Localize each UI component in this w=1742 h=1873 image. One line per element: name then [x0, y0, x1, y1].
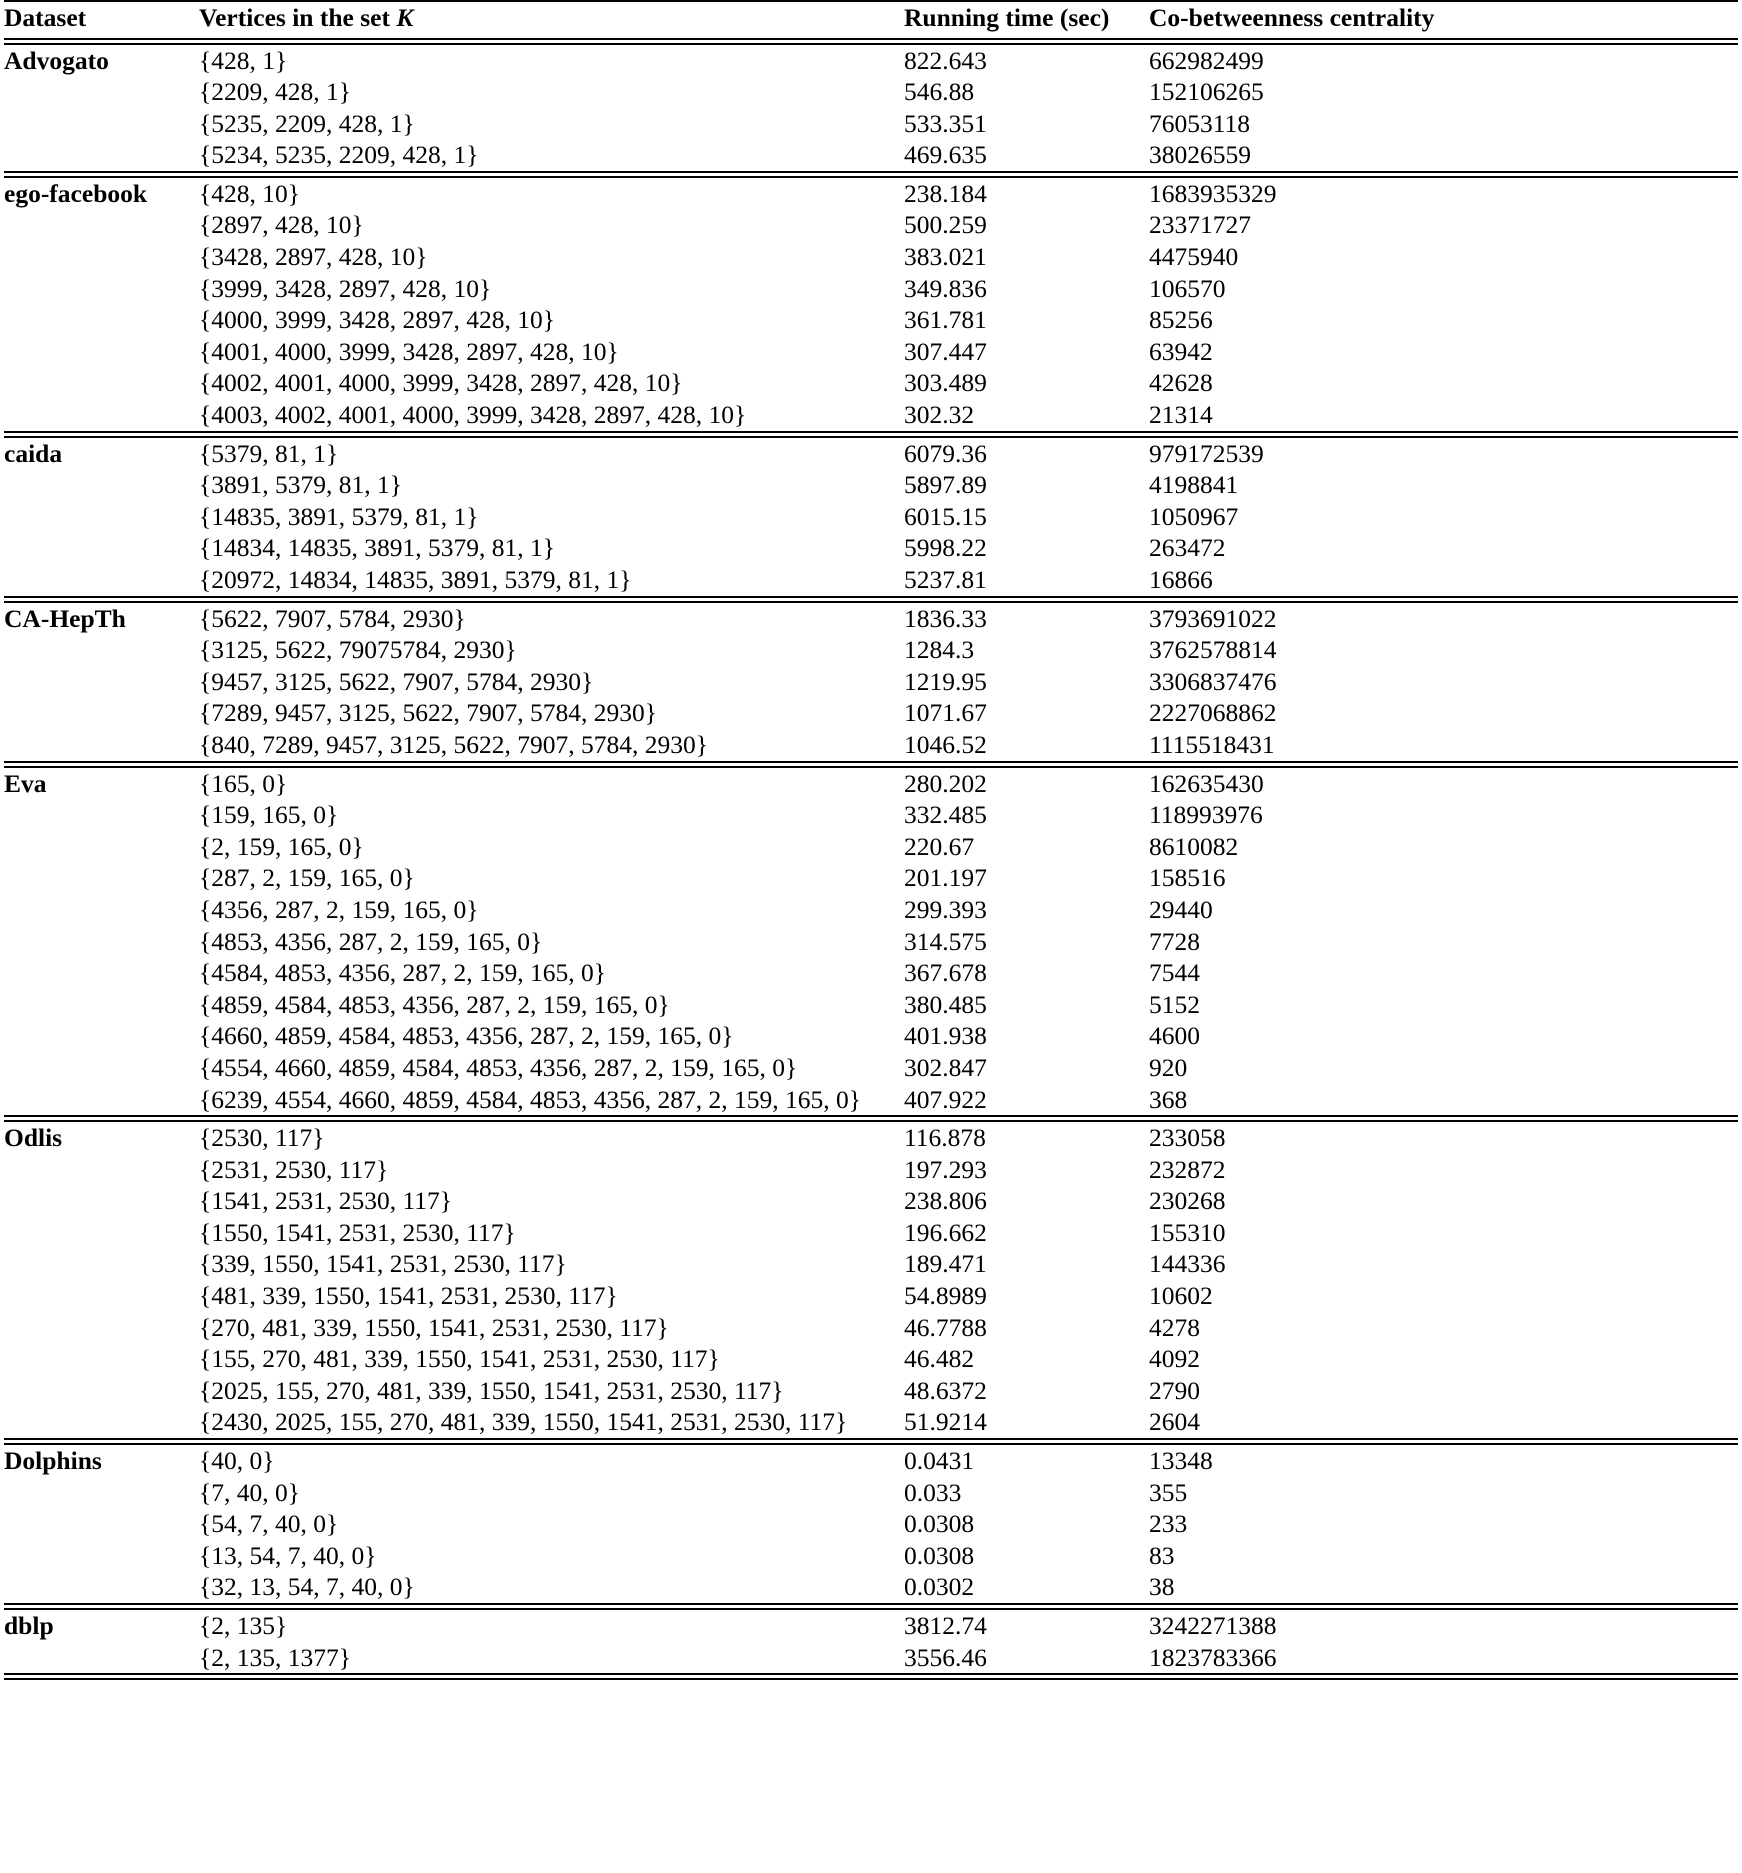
table-row: [4, 697, 1738, 729]
dataset-name-cell-empty: [4, 501, 199, 533]
dataset-name-cell-empty: [4, 1217, 199, 1249]
cobetweenness-centrality-cell: 10602: [1149, 1281, 1213, 1311]
column-header-dataset: Dataset: [4, 1, 199, 38]
cobetweenness-centrality-cell: 63942: [1149, 336, 1213, 366]
vertices-set-cell: {32, 13, 54, 7, 40, 0}: [199, 1572, 415, 1602]
double-rule: [4, 431, 1738, 438]
cobetweenness-centrality-cell: 85256: [1149, 305, 1213, 335]
table-row: [4, 1020, 1738, 1052]
vertices-set-cell: {2531, 2530, 117}: [199, 1154, 389, 1184]
double-rule: [4, 1115, 1738, 1122]
cobetweenness-centrality-cell: 38: [1149, 1572, 1175, 1602]
running-time-cell: 5998.22: [904, 533, 987, 563]
table-row: [4, 304, 1738, 336]
cobetweenness-centrality-cell: 4092: [1149, 1344, 1200, 1374]
running-time-cell: 189.471: [904, 1249, 987, 1279]
cobetweenness-centrality-cell: 3762578814: [1149, 635, 1277, 665]
vertices-set-cell: {3999, 3428, 2897, 428, 10}: [199, 273, 492, 303]
cobetweenness-centrality-cell: 16866: [1149, 565, 1213, 594]
table-row: [4, 1540, 1738, 1572]
double-rule: [4, 38, 1738, 45]
cobetweenness-centrality-cell: 3306837476: [1149, 666, 1277, 696]
vertices-set-cell: {270, 481, 339, 1550, 1541, 2531, 2530, 117}: [199, 1312, 669, 1342]
table-row: [4, 108, 1738, 140]
cobetweenness-centrality-cell: 42628: [1149, 368, 1213, 398]
table-row: [4, 926, 1738, 958]
dataset-name-cell-empty: [4, 697, 199, 729]
dataset-name-cell-empty: [4, 957, 199, 989]
column-header-vertices-text: Vertices in the set: [199, 3, 397, 32]
running-time-cell: 380.485: [904, 989, 987, 1019]
vertices-set-cell: {4859, 4584, 4853, 4356, 287, 2, 159, 165, 0}: [199, 989, 670, 1019]
vertices-set-cell: {5379, 81, 1}: [199, 438, 339, 468]
running-time-cell: 0.0308: [904, 1509, 975, 1539]
table-row: [4, 1154, 1738, 1186]
table-row: [4, 1312, 1738, 1344]
cobetweenness-centrality-cell: 76053118: [1149, 108, 1251, 138]
table-row: [4, 1477, 1738, 1509]
vertices-set-cell: {7, 40, 0}: [199, 1477, 300, 1507]
double-rule: [4, 1603, 1738, 1610]
dataset-name-cell-empty: [4, 304, 199, 336]
vertices-set-cell: {1541, 2531, 2530, 117}: [199, 1186, 453, 1216]
dataset-name-cell-empty: [4, 831, 199, 863]
dataset-name-cell-empty: [4, 1571, 199, 1603]
dataset-name-cell-empty: [4, 108, 199, 140]
dataset-name-cell-empty: [4, 1642, 199, 1674]
dataset-name-cell-empty: [4, 1477, 199, 1509]
double-rule: [4, 171, 1738, 178]
vertices-set-cell: {5622, 7907, 5784, 2930}: [199, 603, 466, 633]
cobetweenness-centrality-cell: 920: [1149, 1052, 1188, 1082]
table-row: [4, 989, 1738, 1021]
cobetweenness-centrality-cell: 29440: [1149, 894, 1213, 924]
vertices-set-cell: {339, 1550, 1541, 2531, 2530, 117}: [199, 1249, 567, 1279]
cobetweenness-centrality-cell: 1683935329: [1149, 178, 1277, 208]
table-row: [4, 1610, 1738, 1642]
table-header: [4, 1, 1738, 45]
running-time-cell: 367.678: [904, 958, 987, 988]
column-header-cobetweenness: Co-betweenness centrality: [1149, 1, 1738, 38]
cobetweenness-centrality-cell: 2604: [1149, 1407, 1200, 1437]
dataset-name-cell-empty: [4, 1280, 199, 1312]
dataset-name-cell-empty: [4, 564, 199, 596]
table-row: [4, 1445, 1738, 1477]
vertices-set-cell: {4000, 3999, 3428, 2897, 428, 10}: [199, 305, 555, 335]
running-time-cell: 46.482: [904, 1344, 975, 1374]
vertices-set-cell: {5235, 2209, 428, 1}: [199, 108, 415, 138]
table-row: [4, 1508, 1738, 1540]
dataset-name-cell-empty: [4, 76, 199, 108]
cobetweenness-centrality-cell: 2227068862: [1149, 698, 1277, 728]
table-row: [4, 729, 1738, 761]
table-row: [4, 1642, 1738, 1674]
table-row: [4, 273, 1738, 305]
cobetweenness-centrality-cell: 158516: [1149, 863, 1226, 893]
vertices-set-cell: {4356, 287, 2, 159, 165, 0}: [199, 894, 479, 924]
vertices-set-cell: {2530, 117}: [199, 1123, 325, 1153]
cobetweenness-centrality-cell: 4600: [1149, 1021, 1200, 1051]
cobetweenness-centrality-cell: 3242271388: [1149, 1611, 1277, 1640]
table-row: [4, 957, 1738, 989]
dataset-name-cell-empty: [4, 336, 199, 368]
running-time-cell: 407.922: [904, 1084, 987, 1114]
running-time-cell: 46.7788: [904, 1312, 987, 1342]
dataset-name-cell: ego-facebook: [4, 178, 148, 208]
table-row: [4, 438, 1738, 470]
vertices-set-cell: {14835, 3891, 5379, 81, 1}: [199, 501, 479, 531]
cobetweenness-centrality-cell: 118993976: [1149, 800, 1263, 830]
running-time-cell: 48.6372: [904, 1375, 987, 1405]
dataset-name-cell-empty: [4, 666, 199, 698]
dataset-name-cell-empty: [4, 862, 199, 894]
table-row: [4, 1280, 1738, 1312]
table-row: [4, 634, 1738, 666]
double-rule: [4, 1673, 1738, 1680]
vertices-set-cell: {428, 1}: [199, 45, 288, 75]
running-time-cell: 1219.95: [904, 666, 987, 696]
running-time-cell: 238.184: [904, 178, 987, 208]
table-row: [4, 1052, 1738, 1084]
table-row: [4, 241, 1738, 273]
vertices-set-cell: {5234, 5235, 2209, 428, 1}: [199, 140, 479, 170]
cobetweenness-centrality-cell: 38026559: [1149, 140, 1251, 170]
cobetweenness-centrality-cell: 1115518431: [1149, 729, 1275, 759]
double-rule: [4, 761, 1738, 768]
dataset-name-cell-empty: [4, 1084, 199, 1116]
dataset-name-cell-empty: [4, 926, 199, 958]
vertices-set-cell: {165, 0}: [199, 768, 288, 798]
table-row: [4, 1122, 1738, 1154]
table-row: [4, 1185, 1738, 1217]
cobetweenness-centrality-cell: 4198841: [1149, 470, 1239, 500]
cobetweenness-centrality-cell: 7728: [1149, 926, 1200, 956]
running-time-cell: 280.202: [904, 768, 987, 798]
running-time-cell: 546.88: [904, 77, 975, 107]
vertices-set-cell: {2, 135}: [199, 1611, 288, 1640]
vertices-set-cell: {2430, 2025, 155, 270, 481, 339, 1550, 1541, 2531, 2530, 117}: [199, 1407, 848, 1437]
vertices-set-cell: {428, 10}: [199, 178, 300, 208]
table-row: [4, 862, 1738, 894]
running-time-cell: 533.351: [904, 108, 987, 138]
table-row: [4, 367, 1738, 399]
vertices-set-cell: {287, 2, 159, 165, 0}: [199, 863, 415, 893]
running-time-cell: 349.836: [904, 273, 987, 303]
vertices-set-cell: {4001, 4000, 3999, 3428, 2897, 428, 10}: [199, 336, 619, 366]
group-separator-rule: [4, 1438, 1738, 1445]
vertices-set-cell: {2209, 428, 1}: [199, 77, 351, 107]
cobetweenness-centrality-cell: 230268: [1149, 1186, 1226, 1216]
co-betweenness-results-table: [4, 0, 1738, 1680]
table-row: [4, 1084, 1738, 1116]
dataset-name-cell: Dolphins: [4, 1446, 102, 1476]
table-row: [4, 209, 1738, 241]
table-row: [4, 1248, 1738, 1280]
table-header-row: [4, 1, 1738, 38]
dataset-name-cell: Advogato: [4, 45, 109, 75]
vertices-set-cell: {2897, 428, 10}: [199, 210, 364, 240]
dataset-name-cell-empty: [4, 209, 199, 241]
running-time-cell: 3556.46: [904, 1642, 987, 1672]
cobetweenness-centrality-cell: 263472: [1149, 533, 1226, 563]
vertices-set-cell: {54, 7, 40, 0}: [199, 1509, 339, 1539]
bottom-double-rule: [4, 1673, 1738, 1680]
vertices-set-cell: {2, 135, 1377}: [199, 1642, 351, 1672]
table-row: [4, 178, 1738, 210]
dataset-name-cell-empty: [4, 989, 199, 1021]
vertices-set-cell: {20972, 14834, 14835, 3891, 5379, 81, 1}: [199, 565, 632, 594]
running-time-cell: 116.878: [904, 1123, 986, 1153]
dataset-name-cell: dblp: [4, 1611, 54, 1640]
running-time-cell: 220.67: [904, 831, 975, 861]
vertices-set-cell: {3125, 5622, 79075784, 2930}: [199, 635, 517, 665]
vertices-set-cell: {4660, 4859, 4584, 4853, 4356, 287, 2, 159, 165, 0}: [199, 1021, 734, 1051]
dataset-name-cell-empty: [4, 1154, 199, 1186]
cobetweenness-centrality-cell: 662982499: [1149, 45, 1264, 75]
dataset-name-cell-empty: [4, 729, 199, 761]
group-separator-rule: [4, 171, 1738, 178]
running-time-cell: 469.635: [904, 140, 987, 170]
group-separator-rule: [4, 596, 1738, 603]
table-row: [4, 1375, 1738, 1407]
running-time-cell: 5237.81: [904, 565, 987, 594]
cobetweenness-centrality-cell: 106570: [1149, 273, 1226, 303]
cobetweenness-centrality-cell: 233: [1149, 1509, 1188, 1539]
group-separator-rule: [4, 761, 1738, 768]
table-row: [4, 1217, 1738, 1249]
dataset-name-cell: caida: [4, 438, 63, 468]
vertices-set-cell: {13, 54, 7, 40, 0}: [199, 1540, 377, 1570]
cobetweenness-centrality-cell: 144336: [1149, 1249, 1226, 1279]
vertices-set-cell: {14834, 14835, 3891, 5379, 81, 1}: [199, 533, 555, 563]
running-time-cell: 822.643: [904, 45, 987, 75]
cobetweenness-centrality-cell: 979172539: [1149, 438, 1264, 468]
vertices-set-cell: {4584, 4853, 4356, 287, 2, 159, 165, 0}: [199, 958, 606, 988]
vertices-set-cell: {3891, 5379, 81, 1}: [199, 470, 402, 500]
cobetweenness-centrality-cell: 233058: [1149, 1123, 1226, 1153]
vertices-set-cell: {3428, 2897, 428, 10}: [199, 242, 428, 272]
running-time-cell: 500.259: [904, 210, 987, 240]
table-row: [4, 76, 1738, 108]
running-time-cell: 54.8989: [904, 1281, 987, 1311]
table-row: [4, 768, 1738, 800]
column-header-vertices: [199, 1, 904, 38]
dataset-name-cell-empty: [4, 1185, 199, 1217]
running-time-cell: 302.32: [904, 400, 975, 430]
cobetweenness-centrality-cell: 5152: [1149, 989, 1200, 1019]
vertices-set-cell: {9457, 3125, 5622, 7907, 5784, 2930}: [199, 666, 594, 696]
group-separator-rule: [4, 1603, 1738, 1610]
running-time-cell: 0.033: [904, 1477, 962, 1507]
dataset-name-cell-empty: [4, 1540, 199, 1572]
double-rule: [4, 1438, 1738, 1445]
table-row: [4, 501, 1738, 533]
table-row: [4, 336, 1738, 368]
vertices-set-cell: {4554, 4660, 4859, 4584, 4853, 4356, 287, 2, 159, 165, 0}: [199, 1052, 798, 1082]
running-time-cell: 51.9214: [904, 1407, 987, 1437]
running-time-cell: 196.662: [904, 1217, 987, 1247]
running-time-cell: 299.393: [904, 894, 987, 924]
table-row: [4, 399, 1738, 431]
cobetweenness-centrality-cell: 8610082: [1149, 831, 1239, 861]
running-time-cell: 401.938: [904, 1021, 987, 1051]
running-time-cell: 361.781: [904, 305, 987, 335]
dataset-name-cell-empty: [4, 634, 199, 666]
cobetweenness-centrality-cell: 1050967: [1149, 501, 1239, 531]
running-time-cell: 197.293: [904, 1154, 987, 1184]
running-time-cell: 302.847: [904, 1052, 987, 1082]
group-separator-rule: [4, 1115, 1738, 1122]
dataset-name-cell-empty: [4, 1020, 199, 1052]
dataset-name-cell: Eva: [4, 768, 47, 798]
cobetweenness-centrality-cell: 23371727: [1149, 210, 1251, 240]
cobetweenness-centrality-cell: 232872: [1149, 1154, 1226, 1184]
running-time-cell: 0.0302: [904, 1572, 975, 1602]
cobetweenness-centrality-cell: 4278: [1149, 1312, 1200, 1342]
dataset-name-cell-empty: [4, 139, 199, 171]
dataset-name-cell-empty: [4, 799, 199, 831]
table-row: [4, 564, 1738, 596]
column-header-running-time: Running time (sec): [904, 1, 1149, 38]
running-time-cell: 314.575: [904, 926, 987, 956]
table-row: [4, 532, 1738, 564]
vertices-set-cell: {2, 159, 165, 0}: [199, 831, 364, 861]
table-row: [4, 139, 1738, 171]
running-time-cell: 5897.89: [904, 470, 987, 500]
group-separator-rule: [4, 431, 1738, 438]
running-time-cell: 1284.3: [904, 635, 975, 665]
dataset-name-cell-empty: [4, 1248, 199, 1280]
table-row: [4, 603, 1738, 635]
table-body: [4, 45, 1738, 1674]
dataset-name-cell-empty: [4, 1406, 199, 1438]
running-time-cell: 307.447: [904, 336, 987, 366]
running-time-cell: 332.485: [904, 800, 987, 830]
cobetweenness-centrality-cell: 13348: [1149, 1446, 1213, 1476]
running-time-cell: 0.0431: [904, 1446, 975, 1476]
dataset-name-cell-empty: [4, 1508, 199, 1540]
vertices-set-cell: {4002, 4001, 4000, 3999, 3428, 2897, 428, 10}: [199, 368, 683, 398]
table-row: [4, 45, 1738, 77]
running-time-cell: 1046.52: [904, 729, 987, 759]
vertices-set-cell: {159, 165, 0}: [199, 800, 339, 830]
vertices-set-cell: {4003, 4002, 4001, 4000, 3999, 3428, 2897, 428, 10}: [199, 400, 747, 430]
table-row: [4, 1343, 1738, 1375]
dataset-name-cell-empty: [4, 469, 199, 501]
cobetweenness-centrality-cell: 4475940: [1149, 242, 1239, 272]
vertices-set-cell: {4853, 4356, 287, 2, 159, 165, 0}: [199, 926, 543, 956]
double-rule: [4, 596, 1738, 603]
table-row: [4, 469, 1738, 501]
cobetweenness-centrality-cell: 21314: [1149, 400, 1213, 430]
dataset-name-cell-empty: [4, 1312, 199, 1344]
table-row: [4, 1406, 1738, 1438]
running-time-cell: 6015.15: [904, 501, 987, 531]
dataset-name-cell-empty: [4, 273, 199, 305]
running-time-cell: 6079.36: [904, 438, 987, 468]
dataset-name-cell-empty: [4, 1375, 199, 1407]
cobetweenness-centrality-cell: 162635430: [1149, 768, 1264, 798]
cobetweenness-centrality-cell: 83: [1149, 1540, 1175, 1570]
vertices-set-cell: {40, 0}: [199, 1446, 275, 1476]
dataset-name-cell-empty: [4, 532, 199, 564]
dataset-name-cell-empty: [4, 1343, 199, 1375]
running-time-cell: 3812.74: [904, 1611, 987, 1640]
running-time-cell: 1071.67: [904, 698, 987, 728]
dataset-name-cell: CA-HepTh: [4, 603, 126, 633]
running-time-cell: 303.489: [904, 368, 987, 398]
cobetweenness-centrality-cell: 3793691022: [1149, 603, 1277, 633]
cobetweenness-centrality-cell: 1823783366: [1149, 1642, 1277, 1672]
table-row: [4, 894, 1738, 926]
vertices-set-cell: {481, 339, 1550, 1541, 2531, 2530, 117}: [199, 1281, 618, 1311]
table-footer: [4, 1673, 1738, 1680]
dataset-name-cell-empty: [4, 1052, 199, 1084]
cobetweenness-centrality-cell: 7544: [1149, 958, 1200, 988]
dataset-name-cell-empty: [4, 367, 199, 399]
vertices-set-cell: {1550, 1541, 2531, 2530, 117}: [199, 1217, 516, 1247]
cobetweenness-centrality-cell: 368: [1149, 1084, 1188, 1114]
column-header-vertices-symbol: K: [396, 3, 414, 32]
cobetweenness-centrality-cell: 155310: [1149, 1217, 1226, 1247]
running-time-cell: 238.806: [904, 1186, 987, 1216]
cobetweenness-centrality-cell: 152106265: [1149, 77, 1264, 107]
table-row: [4, 799, 1738, 831]
dataset-name-cell-empty: [4, 241, 199, 273]
vertices-set-cell: {7289, 9457, 3125, 5622, 7907, 5784, 2930}: [199, 698, 657, 728]
dataset-name-cell-empty: [4, 399, 199, 431]
header-double-rule: [4, 38, 1738, 45]
vertices-set-cell: {6239, 4554, 4660, 4859, 4584, 4853, 4356, 287, 2, 159, 165, 0}: [199, 1084, 861, 1114]
vertices-set-cell: {155, 270, 481, 339, 1550, 1541, 2531, 2530, 117}: [199, 1344, 720, 1374]
vertices-set-cell: {2025, 155, 270, 481, 339, 1550, 1541, 2531, 2530, 117}: [199, 1375, 784, 1405]
dataset-name-cell: Odlis: [4, 1123, 63, 1153]
running-time-cell: 383.021: [904, 242, 987, 272]
vertices-set-cell: {840, 7289, 9457, 3125, 5622, 7907, 5784, 2930}: [199, 729, 708, 759]
running-time-cell: 0.0308: [904, 1540, 975, 1570]
table-row: [4, 831, 1738, 863]
dataset-name-cell-empty: [4, 894, 199, 926]
table-row: [4, 666, 1738, 698]
running-time-cell: 1836.33: [904, 603, 987, 633]
cobetweenness-centrality-cell: 355: [1149, 1477, 1188, 1507]
running-time-cell: 201.197: [904, 863, 987, 893]
table-row: [4, 1571, 1738, 1603]
cobetweenness-centrality-cell: 2790: [1149, 1375, 1200, 1405]
